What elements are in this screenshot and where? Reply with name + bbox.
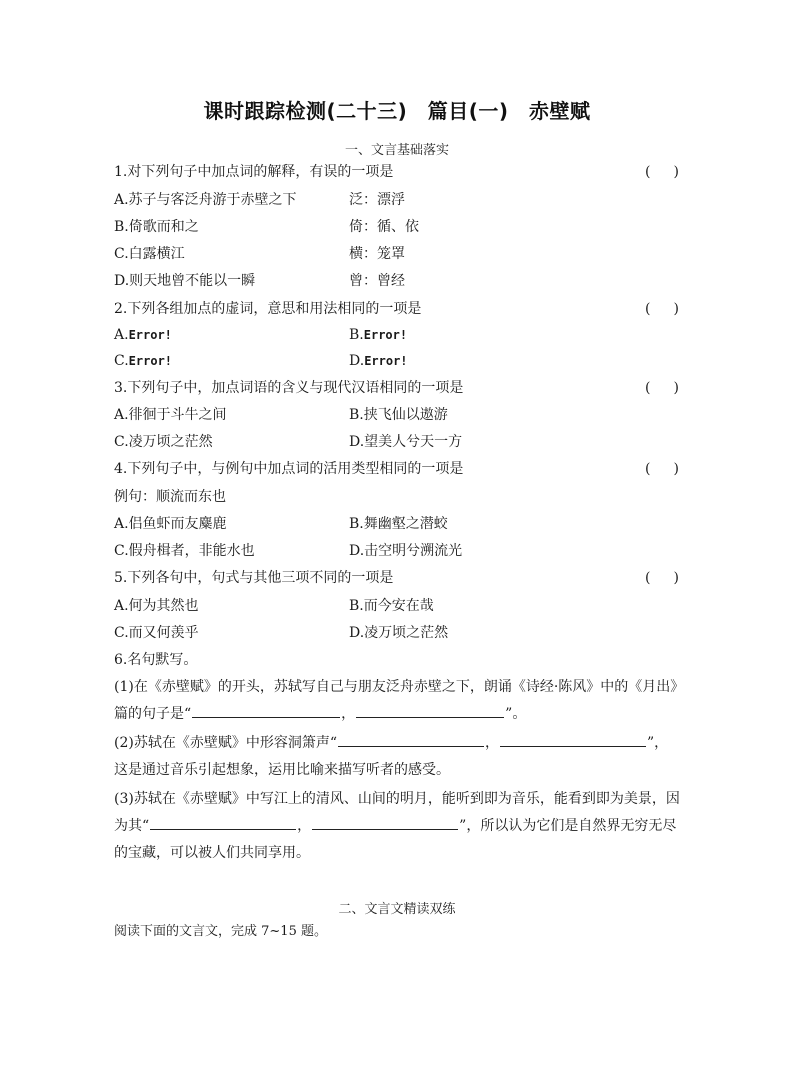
q3-option-c: C.凌万顷之茫然 <box>114 434 213 450</box>
answer-blank[interactable] <box>356 702 504 718</box>
q5-option-b: B.而今安在哉 <box>349 598 434 614</box>
question-6-stem: 6.名句默写。 <box>114 652 198 668</box>
question-1-stem: 1.对下列句子中加点词的解释，有误的一项是 ( ) <box>114 164 679 180</box>
q2-option-b: B.Error! <box>349 327 408 343</box>
q1-option-a-gloss: 泛：漂浮 <box>349 192 405 208</box>
reading-instruction: 阅读下面的文言文，完成 7~15 题。 <box>114 924 327 939</box>
q4-option-d: D.击空明兮溯流光 <box>349 543 463 559</box>
q1-option-b: B.倚歌而和之 <box>114 219 199 235</box>
question-4-stem: 4.下列句子中，与例句中加点词的活用类型相同的一项是 ( ) <box>114 461 679 477</box>
q4-option-a: A.侣鱼虾而友麋鹿 <box>114 516 227 532</box>
answer-parentheses: ( ) <box>645 461 679 477</box>
q6-part-3: (3)苏轼在《赤壁赋》中写江上的清风、山间的明月，能听到即为音乐，能看到即为美景，因为其“ ， ”，所以认为它们是自然界无穷无尽的宝藏，可以被人们共同享用。 <box>114 791 680 861</box>
q2-option-c: C.Error! <box>114 353 173 369</box>
q4-option-b: B.舞幽壑之潜蛟 <box>349 516 448 532</box>
q3-option-b: B.挟飞仙以遨游 <box>349 407 448 423</box>
page-title: 课时跟踪检测(二十三) 篇目(一) 赤壁赋 <box>203 99 591 123</box>
q1-option-c-gloss: 横：笼罩 <box>349 246 405 262</box>
answer-blank[interactable] <box>192 702 340 718</box>
section-heading-2: 二、文言文精读双练 <box>338 902 456 917</box>
answer-parentheses: ( ) <box>645 570 679 586</box>
q6-part-1: (1)在《赤壁赋》的开头，苏轼写自己与朋友泛舟赤壁之下，朗诵《诗经·陈风》中的《月出》篇的句子是“ ， ”。 <box>114 679 678 722</box>
q4-option-c: C.假舟楫者，非能水也 <box>114 543 255 559</box>
answer-blank[interactable] <box>500 731 646 747</box>
answer-parentheses: ( ) <box>645 301 679 317</box>
section-heading-1: 一、文言基础落实 <box>344 143 449 158</box>
question-5-stem: 5.下列各句中，句式与其他三项不同的一项是 ( ) <box>114 570 679 586</box>
q5-option-d: D.凌万顷之茫然 <box>349 625 449 641</box>
q6-part-2: (2)苏轼在《赤壁赋》中形容洞箫声“ ， ”，这是通过音乐引起想象，运用比喻来描写听者的感受。 <box>114 730 680 784</box>
answer-blank[interactable] <box>150 814 296 830</box>
question-3-stem: 3.下列句子中，加点词语的含义与现代汉语相同的一项是 ( ) <box>114 380 679 396</box>
q3-option-a: A.徘徊于斗牛之间 <box>114 407 227 423</box>
question-2-stem: 2.下列各组加点的虚词，意思和用法相同的一项是 ( ) <box>114 301 679 317</box>
answer-parentheses: ( ) <box>645 380 679 396</box>
q1-option-b-gloss: 倚：循、依 <box>349 219 419 235</box>
q4-example: 例句：顺流而东也 <box>114 489 226 505</box>
q3-option-d: D.望美人兮天一方 <box>349 434 463 450</box>
q5-option-a: A.何为其然也 <box>114 598 199 614</box>
answer-blank[interactable] <box>312 814 458 830</box>
answer-blank[interactable] <box>338 731 484 747</box>
q2-option-d: D.Error! <box>349 353 408 369</box>
q1-option-d-gloss: 曾：曾经 <box>349 273 405 289</box>
q5-option-c: C.而又何羡乎 <box>114 625 199 641</box>
q2-option-a: A.Error! <box>114 327 172 343</box>
answer-parentheses: ( ) <box>645 164 679 180</box>
q1-option-a: A.苏子与客泛舟游于赤壁之下 <box>114 192 297 208</box>
q1-option-c: C.白露横江 <box>114 246 185 262</box>
q1-option-d: D.则天地曾不能以一瞬 <box>114 273 256 289</box>
